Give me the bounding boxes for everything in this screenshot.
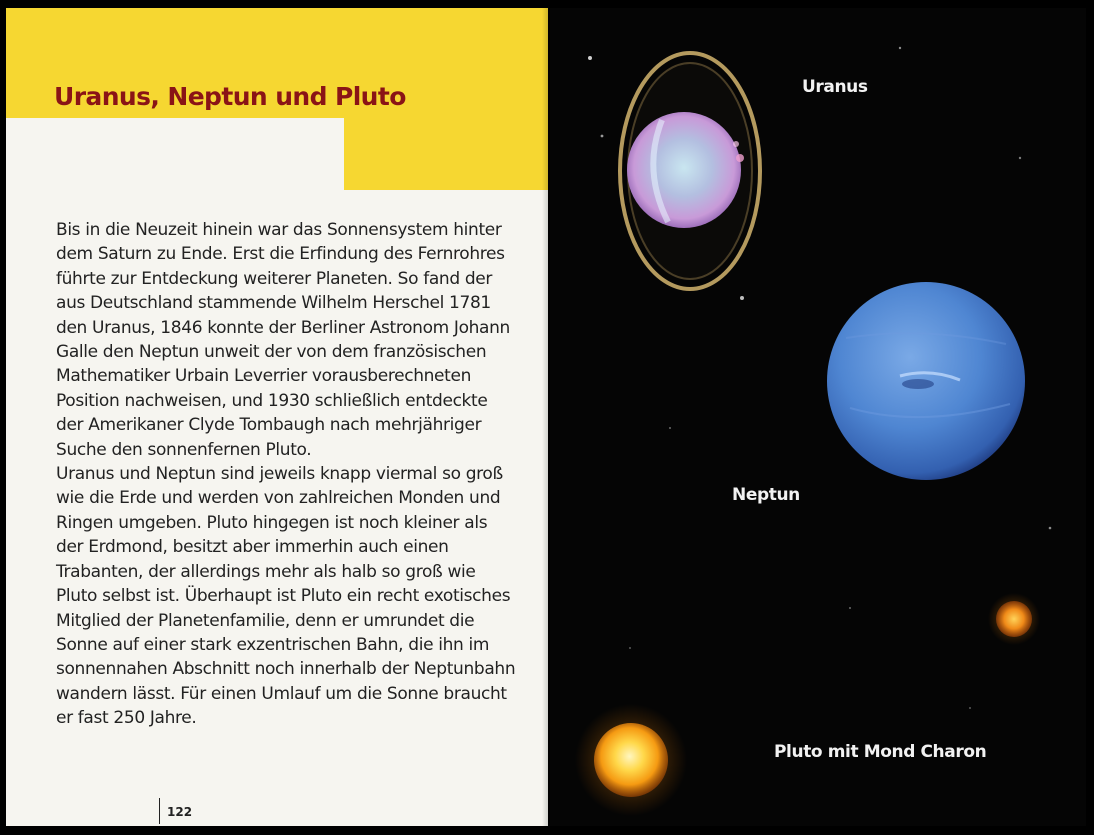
neptune-planet <box>827 282 1025 480</box>
uranus-planet <box>620 53 760 289</box>
yellow-accent-block <box>344 118 548 190</box>
page-number-rule <box>159 798 160 824</box>
planets-illustration <box>550 8 1086 826</box>
pluto-planet <box>575 704 687 816</box>
charon-moon <box>988 593 1040 645</box>
page-number: 122 <box>167 805 193 819</box>
left-page <box>6 8 548 826</box>
pluto-label: Pluto mit Mond Charon <box>774 742 987 762</box>
space-illustration <box>550 8 1086 826</box>
body-text <box>56 218 516 731</box>
uranus-label: Uranus <box>802 77 868 97</box>
book-spread <box>6 8 1086 826</box>
paragraph: Uranus und Neptun sind jeweils knapp viermal so groß wie die Erde und werden von zahlreichen Monden und Ringen umgeben. Pluto hingegen ist noch kleiner als der Erdmond, besitzt aber immerhin auch einen Trabanten, der allerdings mehr als halb so groß wie Pluto selbst ist. Überhaupt ist Pluto ein recht exotisches Mitglied der Planetenfamilie, denn er umrundet die Sonne auf einer stark exzentrischen Bahn, die ihn im sonnennahen Abschnitt noch innerhalb der Neptunbahn wandern lässt. Für einen Umlauf um die Sonne braucht er fast 250 Jahre. <box>56 464 516 729</box>
neptun-label: Neptun <box>732 485 800 505</box>
paragraph: Bis in die Neuzeit hinein war das Sonnensystem hinter dem Saturn zu Ende. Erst die Erfindung des Fernrohres führte zur Entdeckung weiterer Planeten. So fand der aus Deutschland stammende Wilhelm Herschel 1781 den Uranus, 1846 konnte der Berliner Astronom Johann Galle den Neptun unweit der von dem französischen Mathematiker Urbain Leverrier vorausberechneten Position nachweisen, und 1930 schließlich entdeckte der Amerikaner Clyde Tombaugh nach mehrjähriger Suche den sonnenfernen Pluto. <box>56 220 510 460</box>
page-title: Uranus, Neptun und Pluto <box>54 82 406 111</box>
